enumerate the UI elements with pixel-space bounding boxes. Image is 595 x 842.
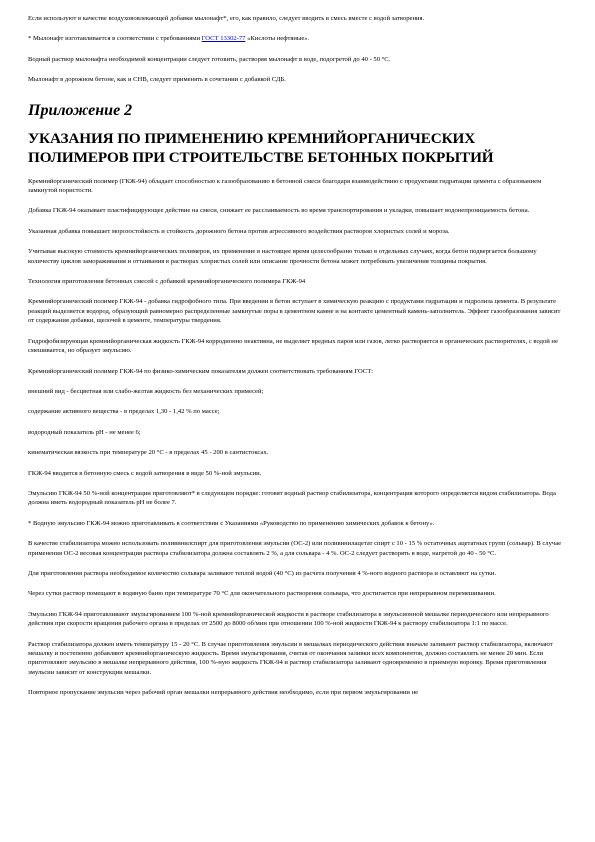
spec-item: содержание активного вещества - в пределах 1,30 - 1,42 % по массе; — [28, 408, 220, 416]
spec-item: водородный показатель pH - не менее 6; — [28, 428, 141, 436]
body-paragraph: Эмульсию ГКЖ-94 приготавливают эмульгированием 100 %-ной кремнийорганической жидкости в растворе стабилизатора в эмульсионной мешалке периодического или непрерывного действия при скорости вращения рабочего органа в пределах от 2500 до 8000 об/мин при отношении 100 %-ной жидкости ГКЖ-94 к раствору стабилизатора 1:1 по массе. — [28, 610, 549, 628]
intro-paragraph-1: Если используют в качестве воздухововлекающей добавки мылонафт*, его, как правило, следует вводить в смесь вместе с водой затворения. — [28, 15, 425, 22]
body-paragraph: Для приготовления раствора необходимое количество сольвара заливают теплой водой (40 °С) из расчета получения 4 %-ного водного раствора и оставляют на сутки. — [28, 569, 497, 577]
body-paragraph: Кремнийорганический полимер ГКЖ-94 по физико-химическим показателям должен соответствовать требованиям ГОСТ: — [28, 367, 374, 375]
footnote-text-after: «Кислоты нефтяные». — [245, 35, 310, 43]
intro-footnote — [28, 34, 568, 43]
footnote-text-before: * Мылонафт изготавливается в соответствии с требованиями — [28, 35, 202, 43]
footnote-paragraph: * Водную эмульсию ГКЖ-94 можно приготавливать в соответствии с Указаниями «Руководство по применению химических добавок к бетону». — [28, 519, 435, 527]
last-line: Повторное пропускание эмульсии через рабочий орган мешалки непрерывного действия необходимо, если при первом эмульгировании не — [28, 689, 419, 697]
intro-paragraph-3: Водный раствор мылонафта необходимой концентрации следует готовить, растворяя мылонафт в воде, подогретой до 40 - 50 °С. — [28, 55, 391, 63]
spec-item: кинематическая вязкость при температуре 20 °С - в пределах 45 - 200 в сантистоксах. — [28, 449, 269, 457]
document-page — [28, 14, 568, 709]
body-paragraph: Эмульсию ГКЖ-94 50 %-ной концентрации приготовляют* в следующем порядке: готовят водный раствор стабилизатора, концентрация которого определяется видом стабилизатора. Вода должна иметь водородный показатель pH не более 7. — [28, 489, 556, 507]
body-paragraph: В качестве стабилизатора можно использовать поливинилспирт для приготовления эмульсии (ОС-2) или поливинилацетат спирт с 10 - 15 % остаточных ацетатных групп (сольвар). В случае применения ОС-2 весовая концентрация раствора стабилизатора должна составлять 2 %, а для сольвара - 4 %. ОС-2 следует растворять в воде, нагретой до 40 - 50 °С. — [28, 540, 562, 557]
spec-item: внешний вид - бесцветная или слабо-желтая жидкость без механических примесей; — [28, 387, 264, 395]
intro-paragraph-4: Мылонафт в дорожном бетоне, как и СНВ, следует применять в сочетании с добавкой СДБ. — [28, 76, 286, 84]
body-paragraph: Гидрофобизирующая кремнийорганическая жидкость ГКЖ-94 корродионно неактивна, не выделяет вредных паров или газов, легко растворяется в органических растворителях, с водой не смешивается, но образует эмульсию. — [28, 337, 558, 355]
body-paragraph: Указанная добавка повышает морозостойкость и стойкость дорожного бетона против агрессивного воздействия растворов хлористых солей и мороза. — [28, 227, 450, 235]
body-paragraph: Раствор стабилизатора должен иметь температуру 15 - 20 °С. В случае приготовления эмульсии в мешалках периодического действия вначале заливают раствор стабилизатора, включают мешалку и постепенно добавляют кремнийорганическую жидкость. Время эмульгирования, считая от окончания заливки всех компонентов, должно составлять не менее 20 мин. Если приготовляют эмульсию в мешалке непрерывного действия, 100 %-ную жидкость ГКЖ-94 и раствор стабилизатора заливают одновременно в приемную воронку. Время приготовления эмульсии зависит от конструкции мешалки. — [28, 640, 553, 676]
body-paragraph: Добавка ГКЖ-94 оказывает пластифицирующее действие на смеси, снижает ее расслаиваемость во время транспортирования и укладки, повышает водонепроницаемость бетона. — [28, 207, 530, 215]
body-paragraph: ГКЖ-94 вводится в бетонную смесь с водой затворения в виде 50 %-ной эмульсии. — [28, 469, 262, 477]
body-paragraph: Учитывая высокую стоимость кремнийорганических полимеров, их применение в настоящее время целесообразно только в отдельных случаях, когда бетон подвергается большому количеству циклов замораживания и оттаивания в растворах хлористых солей или описание прочности бетона может потребовать увеличения толщины покрытия. — [28, 248, 537, 265]
subsection-heading: Технология приготовления бетонных смесей с добавкой кремнийорганического полимера ГКЖ-94 — [28, 278, 306, 286]
body-paragraph: Кремнийорганический полимер (ГКЖ-94) обладает способностью к газообразованию в бетонной смеси благодаря взаимодействию с продуктами гидратации цемента с образованием замкнутой пористости. — [28, 177, 542, 195]
body-paragraph: Через сутки раствор помещают в водяную баню при температуре 70 °С для окончательного растворения сольвара, что достигается при непрерывном перемешивании. — [28, 590, 496, 598]
gost-13302-link[interactable]: ГОСТ 13302-77 — [201, 35, 246, 43]
appendix-heading: Приложение 2 — [28, 101, 133, 119]
body-paragraph: Кремнийорганический полимер ГКЖ-94 - добавка гидрофобного типа. При введении в бетон вступает в химическую реакцию с продуктами гидратации и гидролиза цемента. В результате реакций выделяется водород, образующий равномерно распределенные замкнутые поры в цементном камне и на контакте цементный камень-заполнитель. Эффект газообразования зависит от содержания добавки, щелочей в цементе, температуры твердения. — [28, 298, 561, 325]
section-title: УКАЗАНИЯ ПО ПРИМЕНЕНИЮ КРЕМНИЙОРГАНИЧЕСКИХ ПОЛИМЕРОВ ПРИ СТРОИТЕЛЬСТВЕ БЕТОННЫХ ПОКРЫТИЙ — [28, 129, 494, 166]
